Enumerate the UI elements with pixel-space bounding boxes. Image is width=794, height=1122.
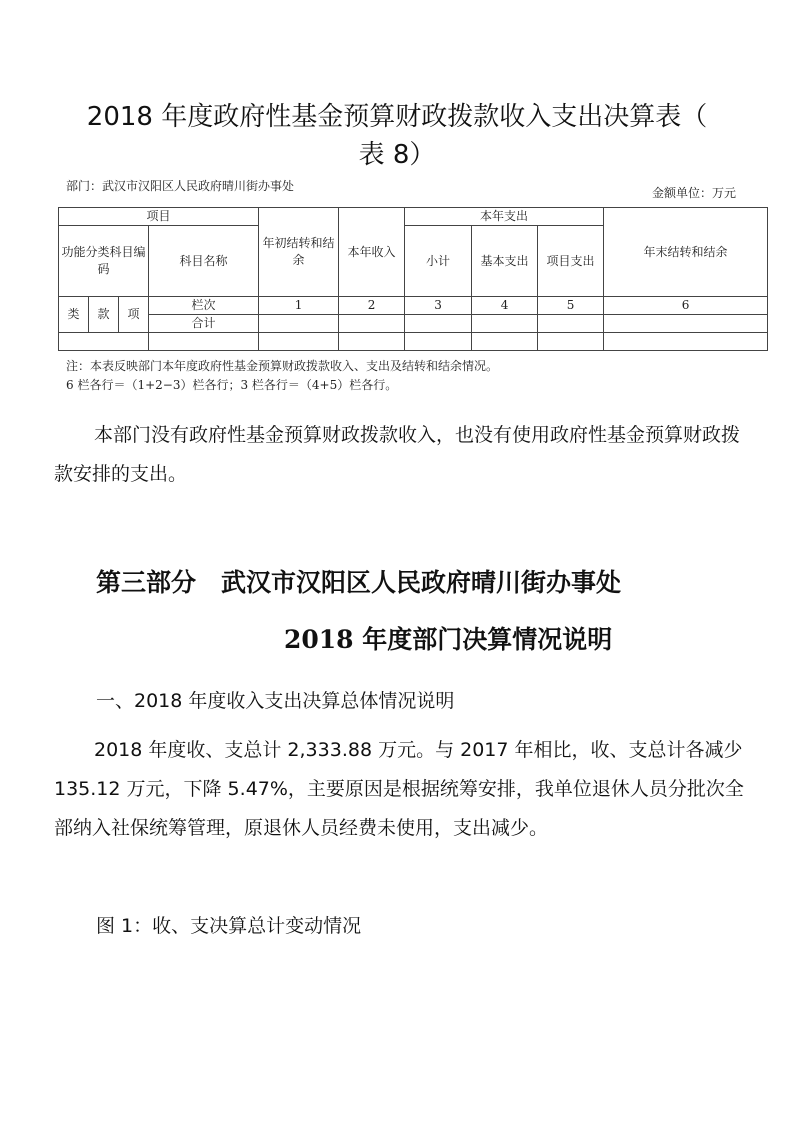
header-class: 类 [59, 297, 89, 333]
amount-unit-label: 金额单位：万元 [652, 186, 737, 200]
col-number: 6 [604, 297, 768, 315]
header-project-expense: 项目支出 [538, 226, 604, 297]
col-number: 4 [472, 297, 538, 315]
table-cell [339, 315, 405, 333]
table-note-line1: 注：本表反映部门本年度政府性基金预算财政拨款收入、支出及结转和结余情况。 [66, 359, 499, 373]
col-number: 1 [259, 297, 339, 315]
header-item-col: 项 [119, 297, 149, 333]
part3-title-line1: 第三部分 武汉市汉阳区人民政府晴川街办事处 [96, 568, 622, 597]
header-subtotal: 小计 [405, 226, 472, 297]
header-end-balance: 年末结转和结余 [604, 208, 768, 297]
header-function-code: 功能分类科目编码 [59, 226, 149, 297]
table-cell [259, 333, 339, 351]
table-cell [405, 333, 472, 351]
fund-budget-table [58, 207, 768, 351]
figure1-caption: 图 1：收、支决算总计变动情况 [96, 915, 362, 937]
table-note-line2: 6 栏各行＝（1+2−3）栏各行；3 栏各行＝（4+5）栏各行。 [66, 378, 398, 392]
document-title-line1: 2018 年度政府性基金预算财政拨款收入支出决算表（ [86, 102, 708, 132]
row-total-label: 合计 [149, 315, 259, 333]
table-cell [472, 315, 538, 333]
header-item: 项目 [59, 208, 259, 226]
table-cell [149, 333, 259, 351]
table-cell [604, 333, 768, 351]
col-number: 5 [538, 297, 604, 315]
part3-title-line2: 2018 年度部门决算情况说明 [284, 625, 613, 654]
table-cell [405, 315, 472, 333]
department-label: 部门：武汉市汉阳区人民政府晴川街办事处 [66, 179, 295, 193]
header-current-income: 本年收入 [339, 208, 405, 297]
header-current-expense: 本年支出 [405, 208, 604, 226]
document-title-line2: 表 8） [358, 140, 436, 170]
table-cell [604, 315, 768, 333]
table-cell [259, 315, 339, 333]
col-number: 3 [405, 297, 472, 315]
table-cell [538, 333, 604, 351]
header-begin-balance: 年初结转和结余 [259, 208, 339, 297]
table-cell [339, 333, 405, 351]
table-cell [538, 315, 604, 333]
table-cell [472, 333, 538, 351]
section1-heading: 一、2018 年度收入支出决算总体情况说明 [96, 690, 455, 712]
header-section: 款 [89, 297, 119, 333]
header-basic-expense: 基本支出 [472, 226, 538, 297]
col-number: 2 [339, 297, 405, 315]
table-cell [59, 333, 149, 351]
no-income-paragraph: 本部门没有政府性基金预算财政拨款收入，也没有使用政府性基金预算财政拨款安排的支出。 [54, 424, 741, 485]
section1-paragraph: 2018 年度收、支总计 2,333.88 万元。与 2017 年相比，收、支总计各减少 135.12 万元，下降 5.47%，主要原因是根据统筹安排，我单位退休人员分批次全部纳入社保统筹管理，原退休人员经费未使用，支出减少。 [54, 739, 744, 839]
header-subject-name: 科目名称 [149, 226, 259, 297]
row-col-index-label: 栏次 [149, 297, 259, 315]
